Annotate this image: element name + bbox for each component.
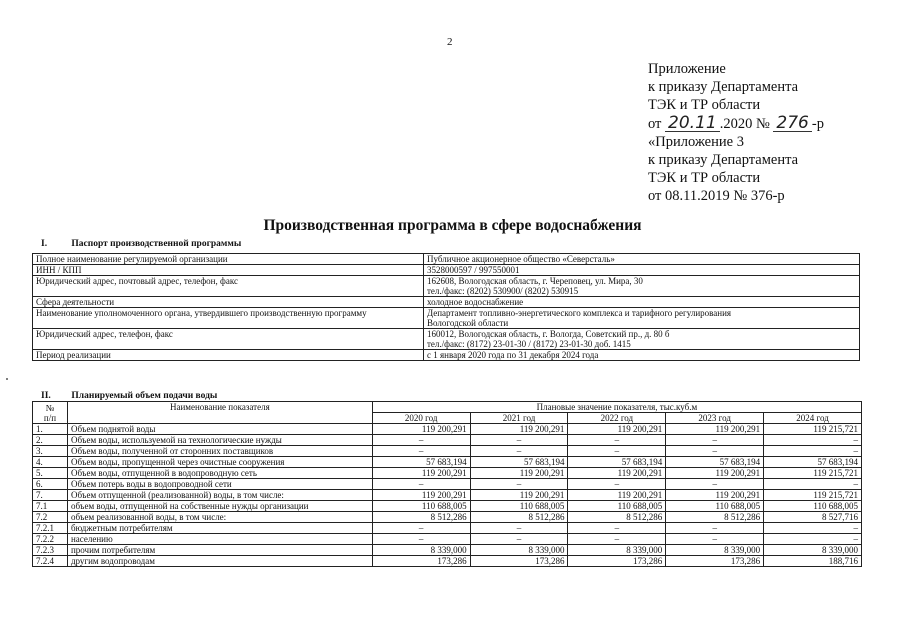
plan-value: 8 512,286 <box>666 512 764 523</box>
year-header: 2023 год <box>666 413 764 424</box>
plan-value: – <box>372 534 470 545</box>
plan-value: 8 512,286 <box>568 512 666 523</box>
plan-value: 8 512,286 <box>372 512 470 523</box>
passport-value-line: Публичное акционерное общество «Северсталь» <box>427 254 615 264</box>
indicator-name: населению <box>67 534 372 545</box>
plan-value: 119 200,291 <box>372 468 470 479</box>
indicator-name: Объем воды, отпущенной в водопроводную сеть <box>67 468 372 479</box>
passport-row <box>33 308 860 329</box>
section2-number: II. <box>41 391 51 401</box>
plan-value: – <box>666 435 764 446</box>
appendix-header <box>648 60 824 206</box>
plan-row <box>33 556 862 567</box>
plan-value: – <box>568 534 666 545</box>
indicator-name: Объем поднятой воды <box>67 424 372 435</box>
passport-row <box>33 350 860 361</box>
passport-label: Юридический адрес, телефон, факс <box>33 329 424 350</box>
plan-value: 119 200,291 <box>666 424 764 435</box>
row-number: 7.2.2 <box>33 534 68 545</box>
passport-value <box>424 276 860 297</box>
year-header: 2021 год <box>470 413 568 424</box>
plan-value: – <box>372 523 470 534</box>
plan-value: – <box>666 479 764 490</box>
appendix-line: Приложение <box>648 61 726 77</box>
document-title: Производственная программа в сфере водоснабжения <box>263 217 642 234</box>
appendix-line: ТЭК и ТР области <box>648 170 761 187</box>
col-group-header: Плановые значение показателя, тыс.куб.м <box>372 402 861 413</box>
appendix-line: к приказу Департамента <box>648 79 799 96</box>
indicator-name: другим водопроводам <box>67 556 372 567</box>
year-header: 2020 год <box>372 413 470 424</box>
plan-value: 119 200,291 <box>568 424 666 435</box>
plan-value: 119 200,291 <box>470 468 568 479</box>
passport-value-line: тел./факс: (8172) 23-01-30 / (8172) 23-01-30 доб. 1415 <box>427 339 631 349</box>
passport-value <box>424 254 860 265</box>
plan-value: 57 683,194 <box>372 457 470 468</box>
appendix-line: «Приложение 3 <box>648 133 744 150</box>
plan-row <box>33 523 862 534</box>
indicator-name: объем воды, отпущенной на собственные нужды организации <box>67 501 372 512</box>
scan-speck <box>6 378 8 380</box>
indicator-name: Объем воды, используемой на технологические нужды <box>67 435 372 446</box>
plan-value: – <box>764 534 862 545</box>
row-number: 3. <box>33 446 68 457</box>
plan-value: 8 527,716 <box>764 512 862 523</box>
plan-value: 119 200,291 <box>372 490 470 501</box>
plan-value: 119 215,721 <box>764 490 862 501</box>
handwritten-date: 20.11 <box>665 116 720 132</box>
plan-row <box>33 457 862 468</box>
plan-value: 119 215,721 <box>764 468 862 479</box>
col-num-header: № п/п <box>33 402 68 424</box>
appendix-line: от 08.11.2019 № 376-р <box>648 188 785 205</box>
row-number: 7.2.1 <box>33 523 68 534</box>
plan-value: – <box>568 446 666 457</box>
plan-value: – <box>568 479 666 490</box>
passport-row <box>33 265 860 276</box>
plan-value: 173,286 <box>568 556 666 567</box>
row-number: 7. <box>33 490 68 501</box>
plan-row <box>33 490 862 501</box>
passport-value-line: 162608, Вологодская область, г. Череповец, ул. Мира, 30 <box>427 276 643 286</box>
row-number: 2. <box>33 435 68 446</box>
plan-value: 57 683,194 <box>568 457 666 468</box>
plan-value: – <box>372 435 470 446</box>
order-year: .2020 № <box>719 115 770 132</box>
section1-heading <box>41 239 241 249</box>
plan-value: – <box>666 446 764 457</box>
plan-value: – <box>666 523 764 534</box>
plan-value: 57 683,194 <box>470 457 568 468</box>
plan-value: 119 215,721 <box>764 424 862 435</box>
row-number: 4. <box>33 457 68 468</box>
page-number: 2 <box>447 36 453 48</box>
passport-value-line: 3528000597 / 997550001 <box>427 265 520 275</box>
plan-value: 8 339,000 <box>764 545 862 556</box>
passport-row <box>33 254 860 265</box>
plan-value: 110 688,005 <box>666 501 764 512</box>
passport-value <box>424 265 860 276</box>
plan-row <box>33 468 862 479</box>
section1-title: Паспорт производственной программы <box>71 239 242 249</box>
passport-value-line: с 1 января 2020 года по 31 декабря 2024 года <box>427 350 599 360</box>
passport-label: Наименование уполномоченного органа, утвердившего производственную программу <box>33 308 424 329</box>
plan-value: 8 339,000 <box>666 545 764 556</box>
passport-row <box>33 276 860 297</box>
row-number: 6. <box>33 479 68 490</box>
plan-value: 173,286 <box>666 556 764 567</box>
plan-row <box>33 435 862 446</box>
section2-title: Планируемый объем подачи воды <box>71 391 218 401</box>
passport-label: ИНН / КПП <box>33 265 424 276</box>
plan-value: – <box>764 446 862 457</box>
row-number: 7.1 <box>33 501 68 512</box>
plan-value: 119 200,291 <box>666 468 764 479</box>
passport-value-line: Департамент топливно-энергетического комплекса и тарифного регулирования <box>427 308 732 318</box>
row-number: 1. <box>33 424 68 435</box>
indicator-name: бюджетным потребителям <box>67 523 372 534</box>
passport-value <box>424 329 860 350</box>
passport-value-line: 160012, Вологодская область, г. Вологда, Советский пр., д. 80 б <box>427 329 670 339</box>
indicator-name: прочим потребителям <box>67 545 372 556</box>
row-number: 7.2 <box>33 512 68 523</box>
row-number: 7.2.4 <box>33 556 68 567</box>
passport-row <box>33 297 860 308</box>
plan-value: – <box>568 523 666 534</box>
plan-value: 119 200,291 <box>470 490 568 501</box>
plan-value: – <box>470 479 568 490</box>
indicator-name: Объем отпущенной (реализованной) воды, в том числе: <box>67 490 372 501</box>
passport-value-line: Вологодской области <box>427 318 509 328</box>
plan-row <box>33 501 862 512</box>
plan-value: 119 200,291 <box>568 490 666 501</box>
indicator-name: Объем воды, полученной от сторонних поставщиков <box>67 446 372 457</box>
plan-value: 57 683,194 <box>666 457 764 468</box>
order-suffix: -р <box>811 115 824 132</box>
section1-number: I. <box>41 239 48 249</box>
plan-row <box>33 512 862 523</box>
indicator-name: Объем воды, пропущенной через очистные сооружения <box>67 457 372 468</box>
plan-value: 8 339,000 <box>568 545 666 556</box>
plan-row <box>33 534 862 545</box>
plan-value: 119 200,291 <box>372 424 470 435</box>
plan-value: – <box>470 534 568 545</box>
appendix-line: к приказу Департамента <box>648 152 799 169</box>
plan-value: 110 688,005 <box>568 501 666 512</box>
passport-value-line: тел./факс: (8202) 530900/ (8202) 530915 <box>427 286 579 296</box>
plan-value: – <box>470 435 568 446</box>
plan-value: 8 339,000 <box>470 545 568 556</box>
plan-value: – <box>372 479 470 490</box>
plan-value: 173,286 <box>372 556 470 567</box>
plan-value: 110 688,005 <box>470 501 568 512</box>
plan-value: 110 688,005 <box>372 501 470 512</box>
passport-value <box>424 350 860 361</box>
plan-value: – <box>470 523 568 534</box>
appendix-line: ТЭК и ТР области <box>648 97 761 114</box>
plan-value: 188,716 <box>764 556 862 567</box>
plan-value: – <box>666 534 764 545</box>
plan-row <box>33 424 862 435</box>
passport-value <box>424 297 860 308</box>
passport-table <box>32 253 860 361</box>
passport-row <box>33 329 860 350</box>
plan-value: 119 200,291 <box>470 424 568 435</box>
indicator-name: объем реализованной воды, в том числе: <box>67 512 372 523</box>
section2-heading <box>41 391 217 401</box>
plan-value: 8 339,000 <box>372 545 470 556</box>
passport-label: Период реализации <box>33 350 424 361</box>
row-number: 5. <box>33 468 68 479</box>
plan-value: 57 683,194 <box>764 457 862 468</box>
passport-value <box>424 308 860 329</box>
plan-value: 119 200,291 <box>568 468 666 479</box>
passport-value-line: холодное водоснабжение <box>427 297 524 307</box>
plan-row <box>33 545 862 556</box>
passport-label: Сфера деятельности <box>33 297 424 308</box>
handwritten-number: 276 <box>773 116 811 132</box>
water-plan-table <box>32 401 862 567</box>
row-number: 7.2.3 <box>33 545 68 556</box>
plan-value: 119 200,291 <box>666 490 764 501</box>
appendix-order-line <box>648 112 824 133</box>
year-header: 2024 год <box>764 413 862 424</box>
year-header: 2022 год <box>568 413 666 424</box>
plan-value: – <box>372 446 470 457</box>
passport-label: Юридический адрес, почтовый адрес, телефон, факс <box>33 276 424 297</box>
plan-value: – <box>764 435 862 446</box>
plan-value: 173,286 <box>470 556 568 567</box>
plan-row <box>33 446 862 457</box>
plan-row <box>33 479 862 490</box>
indicator-name: Объем потерь воды в водопроводной сети <box>67 479 372 490</box>
plan-value: 8 512,286 <box>470 512 568 523</box>
passport-label: Полное наименование регулируемой организации <box>33 254 424 265</box>
order-prefix: от <box>648 115 662 132</box>
plan-value: 110 688,005 <box>764 501 862 512</box>
plan-value: – <box>568 435 666 446</box>
plan-value: – <box>470 446 568 457</box>
plan-value: – <box>764 479 862 490</box>
col-name-header: Наименование показателя <box>67 402 372 424</box>
plan-value: – <box>764 523 862 534</box>
